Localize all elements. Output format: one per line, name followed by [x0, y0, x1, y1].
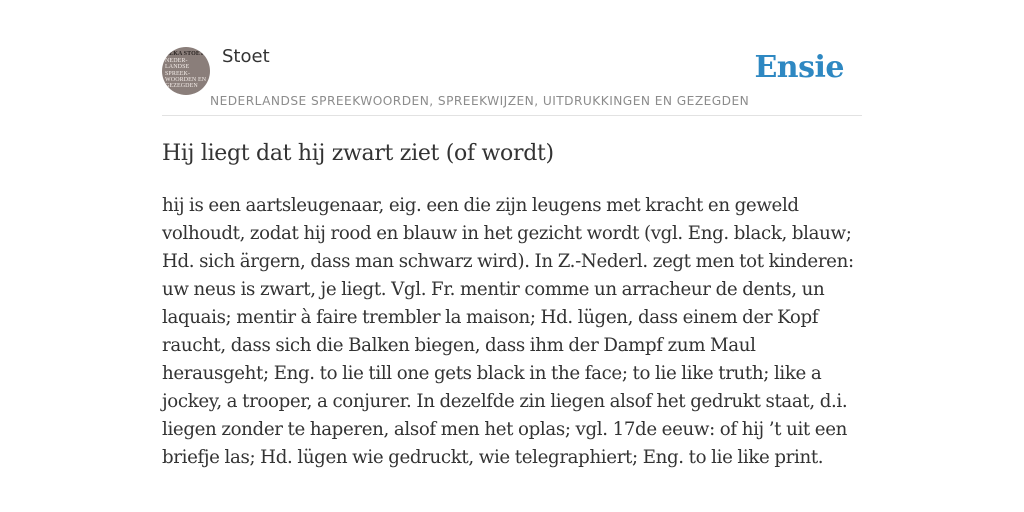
entry-definition: hij is een aartsleugenaar, eig. een die zijn leugens met kracht en geweld volhoudt, zodat hij rood en blauw in het gezicht wordt (vgl. Eng. black, blauw; Hd. sich ärgern, dass man schwarz wird). In Z.-Nederl. zegt men tot kinderen: uw neus is zwart, je liegt. Vgl. Fr. mentir comme un arracheur de dents, un laquais; mentir à faire trembler la maison; Hd. lügen, dass einem der Kopf raucht, dass sich die Balken biegen, dass ihm der Dampf zum Maul herausgeht; Eng. to lie till one gets black in the face; to lie like truth; like a jockey, a trooper, a conjurer. In dezelfde zin liegen alsof het gedrukt staat, d.i. liegen zonder te haperen, alsof men het oplas; vgl. 17de eeuw: of hij ’t uit een briefje las; Hd. lügen wie gedruckt, wie telegraphiert; Eng. to lie like print. [162, 195, 854, 468]
ensie-logo[interactable]: Ensie [754, 50, 844, 85]
entry-headword: Hij liegt dat hij zwart ziet (of wordt) [162, 141, 554, 166]
author-avatar[interactable] [162, 47, 210, 95]
avatar-book-cover [165, 51, 210, 89]
author-name[interactable]: Stoet [222, 46, 270, 67]
avatar-line: WOORDEN EN [165, 76, 207, 83]
avatar-line: SPREEK- [165, 70, 191, 77]
avatar-line: LANDSE [165, 64, 190, 71]
source-subtitle: NEDERLANDSE SPREEKWOORDEN, SPREEKWIJZEN, UITDRUKKINGEN EN GEZEGDEN [210, 94, 750, 108]
avatar-line: GEZEGDEN [165, 83, 198, 90]
avatar-line: ZEKA STOET [165, 51, 205, 57]
avatar-line: NEDER- [165, 58, 188, 65]
header-divider [162, 115, 862, 116]
